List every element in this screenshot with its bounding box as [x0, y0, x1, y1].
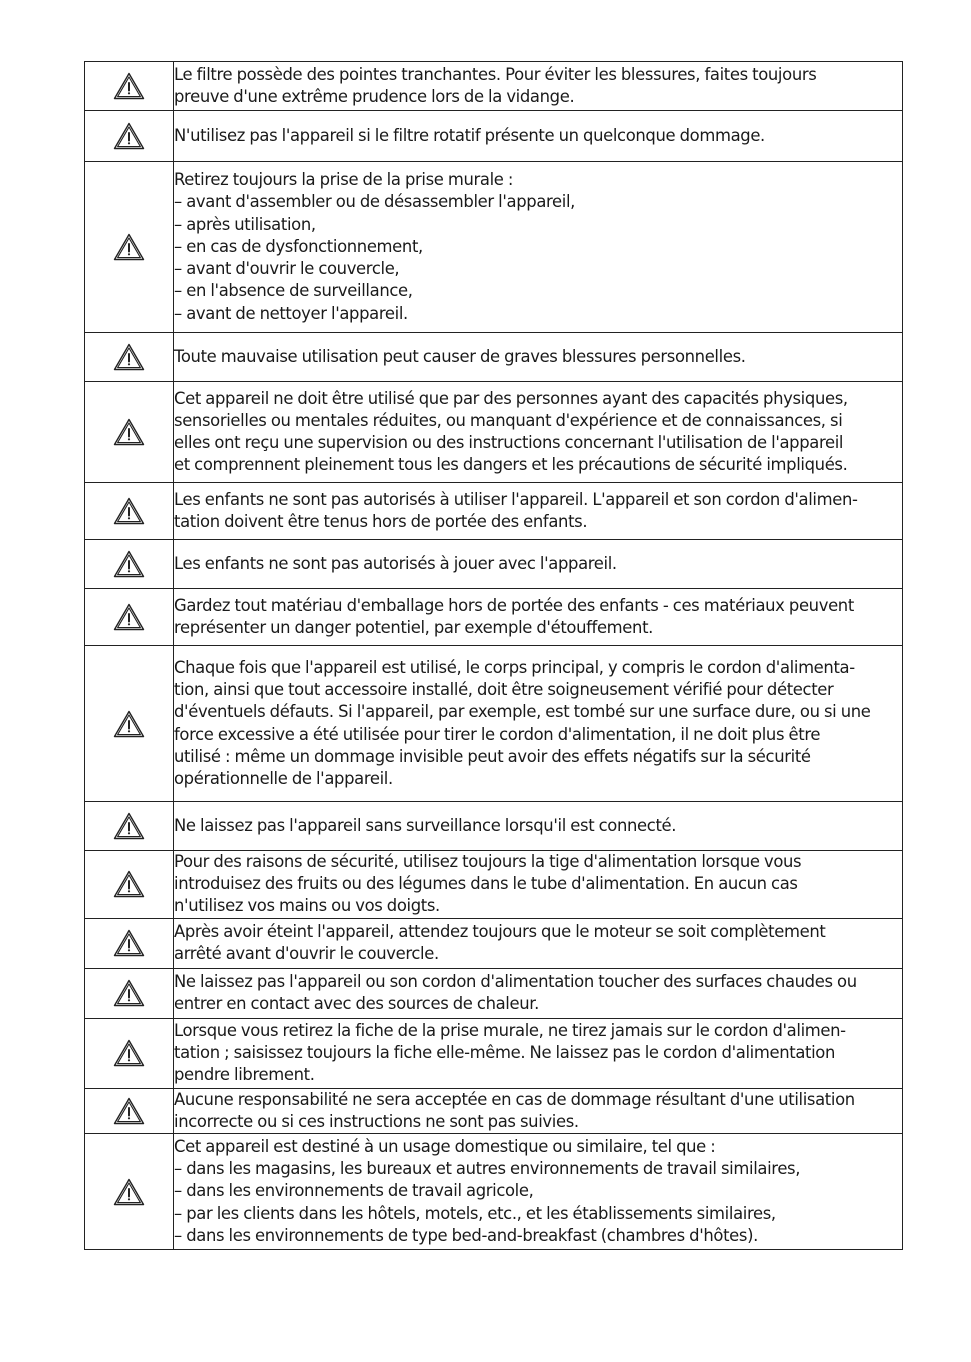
instruction-line: arrêté avant d'ouvrir le couvercle. [174, 944, 439, 964]
warning-icon-cell [85, 382, 174, 483]
table-row [85, 1134, 903, 1250]
warning-triangle-icon [113, 1097, 145, 1125]
instruction-line: opérationnelle de l'appareil. [174, 768, 393, 788]
instruction-line: Toute mauvaise utilisation peut causer de graves blessures personnelles. [174, 346, 746, 366]
instruction-text-cell [174, 646, 903, 802]
warning-triangle-icon [113, 418, 145, 446]
instruction-line: – dans les environnements de travail agricole, [174, 1181, 534, 1201]
table-row [85, 918, 903, 968]
warning-triangle-icon [113, 929, 145, 957]
table-row [85, 111, 903, 162]
table-row [85, 851, 903, 919]
table-row [85, 540, 903, 589]
instruction-line: utilisé : même un dommage invisible peut avoir des effets négatifs sur la sécurité [174, 746, 811, 766]
instruction-line: – après utilisation, [174, 214, 316, 234]
warning-icon-cell [85, 918, 174, 968]
instruction-line: – par les clients dans les hôtels, motels, etc., et les établissements similaires, [174, 1203, 776, 1223]
warning-triangle-icon [113, 550, 145, 578]
instruction-line: Les enfants ne sont pas autorisés à utiliser l'appareil. L'appareil et son cordon d'alimen- [174, 489, 858, 509]
warning-icon-cell [85, 1134, 174, 1250]
instruction-text-cell [174, 333, 903, 382]
instruction-line: Gardez tout matériau d'emballage hors de portée des enfants - ces matériaux peuvent [174, 595, 854, 615]
instruction-text-cell [174, 1018, 903, 1088]
warning-icon-cell [85, 62, 174, 111]
instruction-text-cell [174, 162, 903, 333]
warning-triangle-icon [113, 979, 145, 1007]
warning-triangle-icon [113, 870, 145, 898]
safety-rows [85, 62, 903, 1250]
warning-icon-cell [85, 802, 174, 851]
instruction-line: – avant d'assembler ou de désassembler l'appareil, [174, 192, 576, 212]
warning-triangle-icon [113, 343, 145, 371]
instruction-line: elles ont reçu une supervision ou des instructions concernant l'utilisation de l'appareil [174, 433, 844, 452]
instruction-line: Cet appareil ne doit être utilisé que par des personnes ayant des capacités physiques, [174, 388, 848, 408]
instruction-line: n'utilisez vos mains ou vos doigts. [174, 896, 440, 916]
instruction-text-cell [174, 589, 903, 646]
warning-triangle-icon [113, 812, 145, 840]
table-row [85, 382, 903, 483]
instruction-line: tation ; saisissez toujours la fiche elle-même. Ne laissez pas le cordon d'alimentation [174, 1043, 836, 1062]
table-row [85, 589, 903, 646]
instruction-line: Retirez toujours la prise de la prise murale : [174, 170, 514, 190]
table-row [85, 802, 903, 851]
instruction-line: – dans les magasins, les bureaux et autres environnements de travail similaires, [174, 1159, 801, 1179]
instruction-line: Cet appareil est destiné à un usage domestique ou similaire, tel que : [174, 1137, 716, 1156]
warning-icon-cell [85, 851, 174, 919]
warning-triangle-icon [113, 122, 145, 150]
safety-instructions-table [84, 61, 903, 1250]
table-row [85, 968, 903, 1018]
instruction-line: Les enfants ne sont pas autorisés à jouer avec l'appareil. [174, 553, 617, 573]
table-row [85, 1088, 903, 1133]
instruction-text-cell [174, 918, 903, 968]
warning-icon-cell [85, 111, 174, 162]
instruction-text-cell [174, 62, 903, 111]
instruction-text-cell [174, 968, 903, 1018]
warning-triangle-icon [113, 710, 145, 738]
warning-triangle-icon [113, 1178, 145, 1206]
instruction-text-cell [174, 111, 903, 162]
instruction-line: Chaque fois que l'appareil est utilisé, le corps principal, y compris le cordon d'alimenta- [174, 657, 855, 677]
instruction-line: entrer en contact avec des sources de chaleur. [174, 994, 540, 1014]
instruction-line: tion, ainsi que tout accessoire installé, doit être soigneusement vérifié pour détecter [174, 680, 834, 700]
instruction-line: Ne laissez pas l'appareil ou son cordon d'alimentation toucher des surfaces chaudes ou [174, 971, 857, 991]
instruction-text-cell [174, 1134, 903, 1250]
instruction-text-cell [174, 483, 903, 540]
table-row [85, 483, 903, 540]
warning-icon-cell [85, 540, 174, 589]
instruction-line: introduisez des fruits ou des légumes dans le tube d'alimentation. En aucun cas [174, 874, 798, 894]
instruction-line: – en cas de dysfonctionnement, [174, 236, 423, 256]
warning-icon-cell [85, 1018, 174, 1088]
table-row [85, 62, 903, 111]
warning-icon-cell [85, 1088, 174, 1133]
instruction-text-cell [174, 802, 903, 851]
table-row [85, 1018, 903, 1088]
warning-icon-cell [85, 968, 174, 1018]
instruction-line: et comprennent pleinement tous les dangers et les précautions de sécurité impliqués. [174, 455, 848, 475]
warning-icon-cell [85, 483, 174, 540]
warning-icon-cell [85, 589, 174, 646]
instruction-line: sensorielles ou mentales réduites, ou manquant d'expérience et de connaissances, si [174, 410, 843, 430]
table-row [85, 162, 903, 333]
instruction-line: Le filtre possède des pointes tranchantes. Pour éviter les blessures, faites toujours [174, 64, 817, 84]
instruction-text-cell [174, 540, 903, 589]
instruction-line: Après avoir éteint l'appareil, attendez toujours que le moteur se soit complètement [174, 921, 826, 941]
instruction-line: tation doivent être tenus hors de portée des enfants. [174, 512, 588, 531]
instruction-line: pendre librement. [174, 1065, 315, 1085]
warning-triangle-icon [113, 1039, 145, 1067]
instruction-text-cell [174, 382, 903, 483]
instruction-text-cell [174, 1088, 903, 1133]
instruction-line: force excessive a été utilisée pour tirer le cordon d'alimentation, il ne doit plus être [174, 724, 821, 744]
warning-triangle-icon [113, 497, 145, 525]
instruction-line: N'utilisez pas l'appareil si le filtre rotatif présente un quelconque dommage. [174, 125, 765, 145]
warning-triangle-icon [113, 233, 145, 261]
warning-triangle-icon [113, 603, 145, 631]
instruction-line: preuve d'une extrême prudence lors de la vidange. [174, 87, 575, 106]
warning-icon-cell [85, 333, 174, 382]
instruction-line: Ne laissez pas l'appareil sans surveillance lorsqu'il est connecté. [174, 815, 677, 835]
instruction-line: représenter un danger potentiel, par exemple d'étouffement. [174, 618, 654, 637]
table-row [85, 333, 903, 382]
instruction-text-cell [174, 851, 903, 919]
instruction-line: – dans les environnements de type bed-and-breakfast (chambres d'hôtes). [174, 1225, 759, 1245]
instruction-line: d'éventuels défauts. Si l'appareil, par exemple, est tombé sur une surface dure, ou si une [174, 702, 871, 722]
table-row [85, 646, 903, 802]
instruction-line: Aucune responsabilité ne sera acceptée en cas de dommage résultant d'une utilisation [174, 1089, 855, 1109]
warning-icon-cell [85, 162, 174, 333]
warning-triangle-icon [113, 72, 145, 100]
warning-icon-cell [85, 646, 174, 802]
instruction-line: Lorsque vous retirez la fiche de la prise murale, ne tirez jamais sur le cordon d'alimen- [174, 1020, 846, 1040]
instruction-line: – en l'absence de surveillance, [174, 281, 413, 301]
instruction-line: Pour des raisons de sécurité, utilisez toujours la tige d'alimentation lorsque vous [174, 852, 802, 871]
instruction-line: – avant d'ouvrir le couvercle, [174, 259, 400, 279]
instruction-line: – avant de nettoyer l'appareil. [174, 303, 408, 323]
instruction-line: incorrecte ou si ces instructions ne sont pas suivies. [174, 1111, 579, 1131]
